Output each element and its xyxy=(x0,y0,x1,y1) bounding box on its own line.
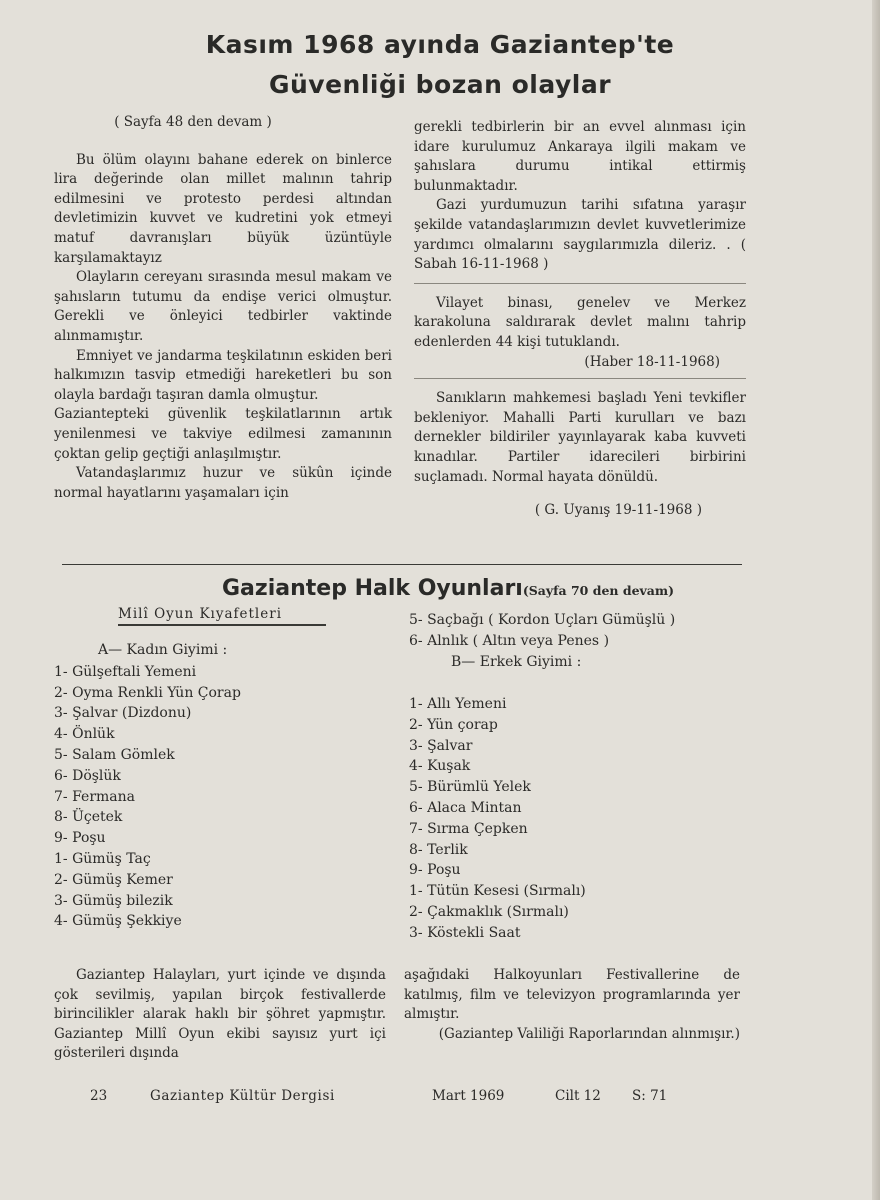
women-clothing-list xyxy=(54,640,241,932)
list-item: 8- Terlik xyxy=(409,841,468,858)
list-item: 2- Yün çorap xyxy=(409,716,498,733)
list-item: 6- Alaca Mintan xyxy=(409,799,522,816)
separator xyxy=(414,378,746,379)
list-item: 4- Önlük xyxy=(54,726,115,743)
list-item: 2- Oyma Renkli Yün Çorap xyxy=(54,684,241,701)
list-item: 6- Alnlık ( Altın veya Penes ) xyxy=(409,632,610,649)
list-item: 9- Poşu xyxy=(409,862,461,879)
page-edge xyxy=(872,0,880,1200)
list-item: 3- Şalvar (Dizdonu) xyxy=(54,705,192,722)
paragraph: gerekli tedbirlerin bir an evvel alınması için idare kurulumuz Ankaraya ilgili makam ve şahıslara durumu intikal ettirmiş bulunmaktadır. xyxy=(414,119,746,194)
list-item: 3- Şalvar xyxy=(409,737,473,754)
issue-number: S: 71 xyxy=(632,1088,668,1104)
list-item: 6- Döşlük xyxy=(54,767,121,784)
list-item: 4- Kuşak xyxy=(409,758,471,775)
magazine-name: Gaziantep Kültür Dergisi xyxy=(150,1088,335,1104)
volume-number: Cilt 12 xyxy=(555,1088,601,1104)
paragraph: Bu ölüm olayını bahane ederek on binlerce lira değerinde olan millet malının tahrip edilmesini ve protesto perdesi altından devletimizin kuvvet ve kudretini yok etmeyi matuf davranışları büyük üzüntüyle karşılamaktayız xyxy=(54,151,392,266)
source-citation: (Gaziantep Valiliği Raporlarından alınmışır.) xyxy=(438,1025,740,1042)
list-item: 4- Gümüş Şekkiye xyxy=(54,913,182,930)
closing-left xyxy=(54,966,386,1064)
article1-left-column xyxy=(54,113,392,503)
list-item: 1- Gümüş Taç xyxy=(54,850,151,867)
article2-title-suffix: (Sayfa 70 den devam) xyxy=(522,583,675,598)
source-citation: ( G. Uyanış 19-11-1968 ) xyxy=(534,502,702,519)
list-item: 3- Köstekli Saat xyxy=(409,924,521,941)
paragraph: Vilayet binası, genelev ve Merkez karakoluna saldırarak devlet malını tahrip edenlerden 44 kişi tutuklandı. xyxy=(414,294,746,350)
list-item: 5- Salam Gömlek xyxy=(54,746,175,763)
men-clothing-list xyxy=(409,694,586,944)
list-item: 3- Gümüş bilezik xyxy=(54,892,173,909)
men-heading: B— Erkek Giyimi : xyxy=(451,653,582,670)
list-item: 2- Gümüş Kemer xyxy=(54,871,173,888)
list-item: 8- Üçetek xyxy=(54,809,123,826)
paragraph: Gaziantep Halayları, yurt içinde ve dışında çok sevilmiş, yapılan birçok festivallerde birincilikler alarak haklı bir şöhret yapmıştır. Gaziantep Millî Oyun ekibi sayısız yurt içi gösterileri dışında xyxy=(54,967,386,1062)
issue-date: Mart 1969 xyxy=(432,1088,505,1104)
paragraph: Sanıkların mahkemesi başladı Yeni tevkifler bekleniyor. Mahalli Parti kurulları ve bazı dernekler bildiriler yayınlayarak kaba kuvveti kınadılar. Partiler idarecileri birbirini suçlamadı. Normal hayata dönüldü. xyxy=(414,390,746,485)
section-divider xyxy=(62,564,742,565)
article2-title-text: Gaziantep Halk Oyunları xyxy=(222,576,523,601)
page-number: 23 xyxy=(90,1088,108,1104)
paragraph: aşağıdaki Halkoyunları Festivallerine de katılmış, film ve televizyon programlarında yer almıştır. xyxy=(404,967,740,1023)
paragraph: Vatandaşlarımız huzur ve sükûn içinde normal hayatlarını yaşamaları için xyxy=(54,465,392,501)
list-item: 1- Tütün Kesesi (Sırmalı) xyxy=(409,883,586,900)
section-heading: Milî Oyun Kıyafetleri xyxy=(118,606,326,626)
list-item: 5- Bürümlü Yelek xyxy=(409,779,531,796)
closing-right xyxy=(404,966,740,1044)
article-title-line1: Kasım 1968 ayında Gaziantep'te xyxy=(205,30,675,59)
women-heading: A— Kadın Giyimi : xyxy=(98,642,228,658)
list-item: 1- Allı Yemeni xyxy=(409,696,507,712)
continuation-note: ( Sayfa 48 den devam ) xyxy=(114,114,272,130)
article2-title xyxy=(222,576,674,601)
list-item: 5- Saçbağı ( Kordon Uçları Gümüşlü ) xyxy=(409,612,676,628)
list-item: 2- Çakmaklık (Sırmalı) xyxy=(409,903,569,920)
list-item: 9- Poşu xyxy=(54,830,106,847)
women-clothing-list-continued xyxy=(409,610,675,672)
paragraph: Emniyet ve jandarma teşkilatının eskiden beri halkımızın tasvip etmediği hareketleri bu son olayla bardağı taşıran damla olmuştur. xyxy=(54,347,392,403)
list-item: 7- Fermana xyxy=(54,788,135,805)
list-item: 7- Sırma Çepken xyxy=(409,820,528,837)
separator xyxy=(414,283,746,284)
source-citation: (Haber 18-11-1968) xyxy=(584,353,720,370)
paragraph: Gaziantepteki güvenlik teşkilatlarının artık yenilenmesi ve takviye edilmesi zamanının çoktan gelip geçtiği anlaşılmıştır. xyxy=(54,406,392,462)
paragraph: Olayların cereyanı sırasında mesul makam ve şahısların tutumu da endişe verici olmuştur. Gerekli ve önleyici tedbirler vaktinde alınmamıştır. xyxy=(54,269,392,344)
paragraph: Gazi yurdumuzun tarihi sıfatına yaraşır şekilde vatandaşlarımızın devlet kuvvetlerimize yardımcı olmalarını saygılarımızla dileriz. . ( Sabah 16-11-1968 ) xyxy=(414,197,746,273)
article1-right-column xyxy=(414,118,746,521)
list-item: 1- Gülşeftali Yemeni xyxy=(54,663,197,680)
article-title-line2: Güvenliği bozan olaylar xyxy=(268,70,612,99)
